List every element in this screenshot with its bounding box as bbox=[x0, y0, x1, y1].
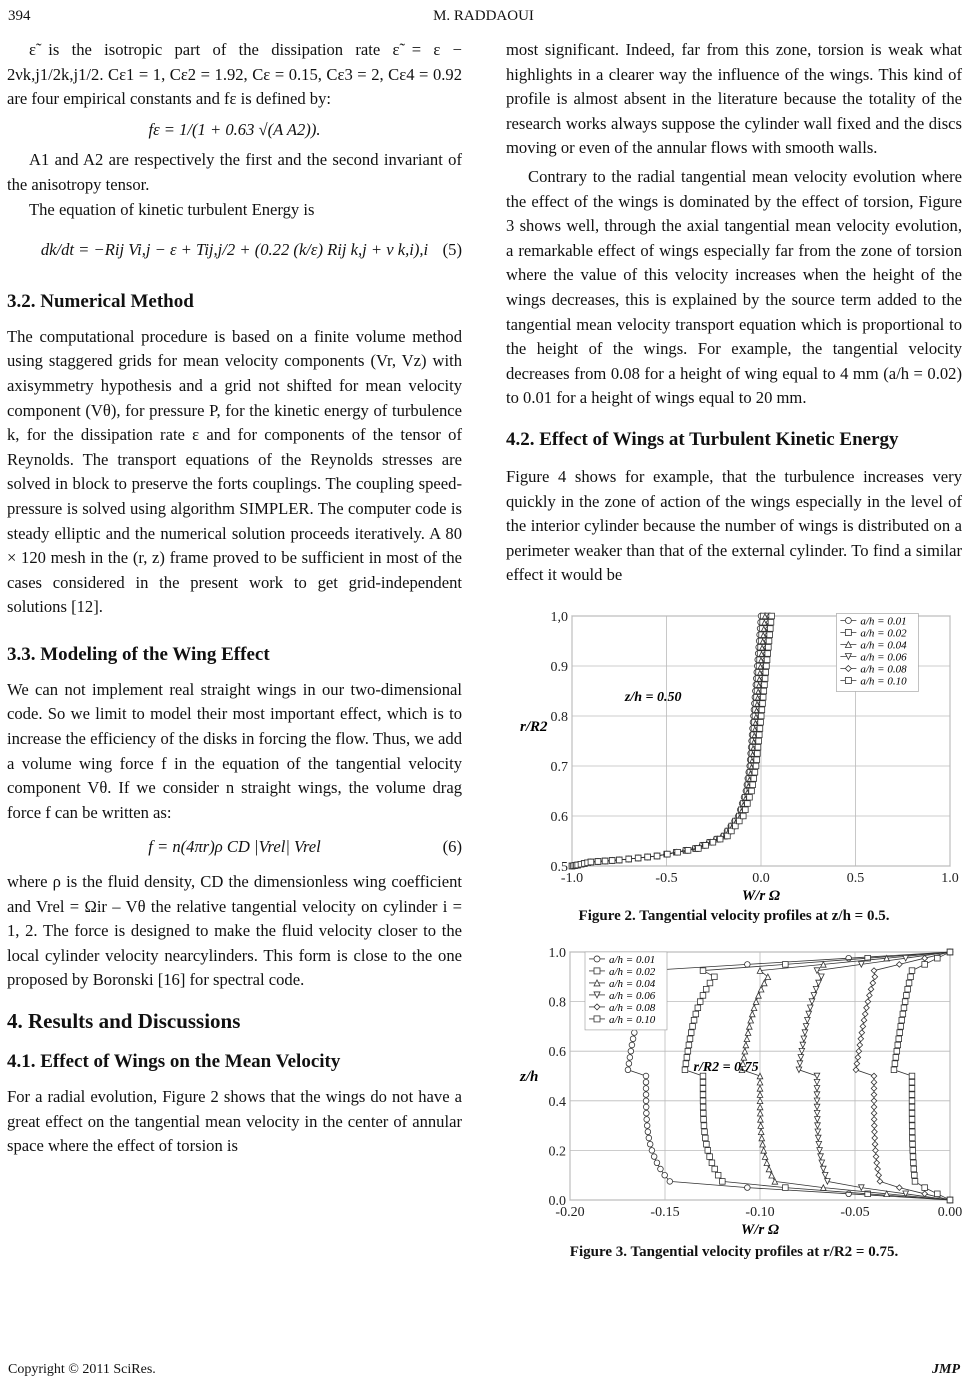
data-point bbox=[712, 1166, 718, 1172]
x-tick-label: -1.0 bbox=[560, 870, 584, 886]
data-point bbox=[909, 1104, 915, 1110]
equation-5-number: (5) bbox=[442, 240, 462, 260]
data-point bbox=[709, 1160, 715, 1166]
data-point bbox=[644, 1123, 650, 1129]
data-point bbox=[693, 1011, 699, 1017]
data-point bbox=[700, 992, 706, 998]
paragraph-axial-evolution: Contrary to the radial tangential mean velocity evolution where the effect of the wings is dominated by the effect of torsion, Figure 3 shows well, through the axial tangential mean velocity evolution, a remarkable effect of wings especially far from the zone of torsion where the value of this velocity increases when the height of the wings decreases, this is explained by the source term added to the tangential mean velocity transport equation which is proportional to the height of the wings. For example, the tangential velocity decreases from 0.08 for a height of wing equal to 4 mm (a/h = 0.02) to 0.01 for a height of wings equal to 20 mm. bbox=[506, 166, 962, 408]
data-point bbox=[629, 1042, 635, 1048]
data-point bbox=[645, 1129, 651, 1135]
section-4-heading: 4. Results and Discussions bbox=[7, 1009, 241, 1033]
data-point bbox=[701, 1116, 707, 1122]
data-point bbox=[755, 744, 761, 750]
section-4-2-heading: 4.2. Effect of Wings at Turbulent Kinetic Energy bbox=[506, 428, 899, 450]
x-tick-label: 0.00 bbox=[937, 1204, 963, 1220]
equation-5 bbox=[7, 238, 462, 263]
figure-2 bbox=[514, 606, 959, 906]
data-point bbox=[922, 961, 928, 967]
section-4-1-heading: 4.1. Effect of Wings on the Mean Velocity bbox=[7, 1051, 341, 1072]
page-number: 394 bbox=[8, 8, 31, 24]
legend-entry: a/h = 0.04 bbox=[860, 639, 907, 652]
data-point bbox=[909, 1110, 915, 1116]
right-column bbox=[506, 38, 962, 1262]
data-point bbox=[935, 955, 941, 961]
data-point bbox=[756, 732, 762, 738]
data-point bbox=[896, 1036, 902, 1042]
y-tick-label: 0.8 bbox=[548, 995, 566, 1011]
data-point bbox=[740, 813, 746, 819]
x-tick-label: -0.5 bbox=[655, 870, 678, 886]
data-point bbox=[745, 961, 751, 967]
data-point bbox=[700, 1092, 706, 1098]
data-point bbox=[616, 857, 622, 863]
x-tick-label: -0.15 bbox=[650, 1204, 680, 1220]
x-tick-label: -0.20 bbox=[555, 1204, 585, 1220]
data-point bbox=[665, 851, 671, 857]
data-point bbox=[909, 1073, 915, 1079]
data-point bbox=[654, 853, 660, 859]
data-point bbox=[720, 1178, 726, 1184]
data-point bbox=[626, 856, 632, 862]
figure-3-caption: Figure 3. Tangential velocity profiles at r/R2 = 0.75. bbox=[569, 1243, 899, 1260]
copyright-notice: Copyright © 2011 SciRes. bbox=[8, 1362, 156, 1377]
data-point bbox=[685, 847, 691, 853]
data-point bbox=[588, 859, 594, 865]
paragraph-kinetic-energy: Figure 4 shows for example, that the turbulence increases very quickly in the zone of action of the wings especially in the level of the interior cylinder because the number of wings is distributed on a perimeter weaker than that of the external cylinder. To find a similar effect it would be bbox=[506, 466, 962, 585]
y-tick-label: 1,0 bbox=[550, 609, 568, 625]
data-point bbox=[700, 1079, 706, 1085]
paragraph-continued: most significant. Indeed, far from this zone, torsion is weak what highlights in a clearer way the influence of the wings. This kind of profile is almost absent in the literature because the totality of the research works always suppose the cylinder wall fixed and the discs moving or even of the annular flows with smooth walls. bbox=[506, 40, 962, 158]
equation-6 bbox=[7, 835, 462, 860]
data-point bbox=[909, 1098, 915, 1104]
x-axis-label: W/r Ω bbox=[740, 1221, 780, 1238]
data-point bbox=[627, 1054, 633, 1060]
data-point bbox=[910, 1135, 916, 1141]
data-point bbox=[758, 713, 764, 719]
figure-3 bbox=[514, 944, 963, 1238]
data-point bbox=[766, 638, 772, 644]
data-point bbox=[909, 1092, 915, 1098]
running-title: M. RADDAOUI bbox=[433, 8, 534, 24]
data-point bbox=[906, 980, 912, 986]
legend-entry: a/h = 0.02 bbox=[860, 627, 907, 640]
data-point bbox=[646, 1135, 652, 1141]
data-point bbox=[762, 676, 768, 682]
data-point bbox=[745, 801, 751, 807]
y-tick-label: 0.6 bbox=[548, 1045, 566, 1061]
data-point bbox=[685, 1048, 691, 1054]
y-tick-label: 0.9 bbox=[550, 659, 568, 675]
data-point bbox=[768, 626, 774, 632]
paragraph-wing-effect: We can not implement real straight wings in our two-dimensional code. So we limit to model their most important effect, which is to increase the efficiency of the disks in forcing the flow. Thus, we add a volume wing force f in the equation of the tangential velocity component Vθ. If we consider n straight wings, the volume drag force f can be written as: bbox=[7, 679, 462, 822]
y-tick-label: 0.6 bbox=[550, 809, 568, 825]
data-point bbox=[894, 1048, 900, 1054]
data-point bbox=[690, 1023, 696, 1029]
data-point bbox=[658, 1166, 664, 1172]
data-point bbox=[750, 782, 756, 788]
data-point bbox=[697, 999, 703, 1005]
data-point bbox=[893, 1054, 899, 1060]
data-point bbox=[902, 999, 908, 1005]
legend-entry: a/h = 0.08 bbox=[860, 663, 907, 676]
data-point bbox=[643, 1104, 649, 1110]
data-point bbox=[625, 1067, 631, 1073]
data-point bbox=[710, 839, 716, 845]
x-tick-label: -0.05 bbox=[840, 1204, 870, 1220]
x-tick-label: 0.5 bbox=[846, 870, 865, 886]
data-point bbox=[645, 854, 651, 860]
figure-2-chart bbox=[514, 606, 959, 906]
y-tick-label: 0.4 bbox=[548, 1094, 566, 1110]
data-point bbox=[594, 956, 600, 962]
data-point bbox=[911, 1160, 917, 1166]
chart-annotation: r/R2 = 0.75 bbox=[693, 1059, 759, 1075]
figure-3-chart bbox=[514, 944, 963, 1238]
data-point bbox=[609, 858, 615, 864]
data-point bbox=[700, 968, 706, 974]
data-point bbox=[845, 617, 851, 623]
data-point bbox=[762, 682, 768, 688]
legend-entry: a/h = 0.10 bbox=[860, 675, 907, 688]
section-3-2-heading: 3.2. Numerical Method bbox=[7, 290, 194, 312]
y-tick-label: 0.8 bbox=[550, 709, 568, 725]
data-point bbox=[701, 1110, 707, 1116]
y-tick-label: 0.2 bbox=[548, 1144, 566, 1160]
data-point bbox=[759, 707, 765, 713]
data-point bbox=[700, 1098, 706, 1104]
data-point bbox=[644, 1116, 650, 1122]
data-point bbox=[743, 807, 749, 813]
data-point bbox=[703, 1135, 709, 1141]
legend-entry: a/h = 0.01 bbox=[860, 615, 907, 628]
data-point bbox=[760, 701, 766, 707]
data-point bbox=[766, 644, 772, 650]
data-point bbox=[715, 1172, 721, 1178]
data-point bbox=[695, 1005, 701, 1011]
x-tick-label: -0.10 bbox=[745, 1204, 775, 1220]
data-point bbox=[753, 763, 759, 769]
data-point bbox=[912, 1172, 918, 1178]
data-point bbox=[763, 669, 769, 675]
data-point bbox=[909, 1085, 915, 1091]
data-point bbox=[643, 1098, 649, 1104]
data-point bbox=[703, 986, 709, 992]
data-point bbox=[643, 1092, 649, 1098]
data-point bbox=[757, 726, 763, 732]
paragraph-mean-velocity: For a radial evolution, Figure 2 shows that the wings do not have a great effect on the tangential mean velocity in the center of annular space where the effect of torsion is bbox=[7, 1087, 462, 1156]
data-point bbox=[630, 1036, 636, 1042]
data-point bbox=[908, 974, 914, 980]
data-point bbox=[705, 1147, 711, 1153]
data-point bbox=[910, 1141, 916, 1147]
data-point bbox=[701, 1123, 707, 1129]
data-point bbox=[691, 1017, 697, 1023]
data-point bbox=[897, 1030, 903, 1036]
y-tick-label: 0.7 bbox=[550, 759, 568, 775]
data-point bbox=[761, 688, 767, 694]
data-point bbox=[910, 1154, 916, 1160]
legend-entry: a/h = 0.08 bbox=[609, 1001, 656, 1014]
data-point bbox=[898, 1023, 904, 1029]
data-point bbox=[594, 1016, 600, 1022]
data-point bbox=[764, 657, 770, 663]
data-point bbox=[684, 1054, 690, 1060]
data-point bbox=[626, 1061, 632, 1067]
paragraph-numerical-method: The computational procedure is based on a finite volume method using staggered grids for mean velocity components (Vr, Vz) with axisymmetry hypothesis and a grid not shifted for mean velocity component (Vθ), for pressure P, for the kinetic energy of turbulence k, for the dissipation rate ε and for components of the tensor of Reynolds. The transport equations of the Reynolds stresses are solved in block to preserve the forts couplings. The coupling speed-pressure is solved using algorithm SIMPLER. The computer code is steady elliptic and the numerical solution proceeds iteratively. A 80 × 120 mesh in the (r, z) frame proved to be sufficient in most of the cases considered in the present work to get grid-independent solutions [12]. bbox=[7, 326, 462, 617]
data-point bbox=[700, 1085, 706, 1091]
data-point bbox=[682, 1067, 688, 1073]
legend-entry: a/h = 0.10 bbox=[609, 1013, 656, 1026]
paragraph-energy-intro: The equation of kinetic turbulent Energy is bbox=[29, 199, 315, 219]
data-point bbox=[901, 1005, 907, 1011]
data-point bbox=[643, 1073, 649, 1079]
legend-entry: a/h = 0.06 bbox=[609, 989, 656, 1002]
y-tick-label: 1.0 bbox=[548, 945, 566, 961]
figure-2-caption: Figure 2. Tangential velocity profiles at z/h = 0.5. bbox=[578, 907, 890, 924]
data-point bbox=[760, 694, 766, 700]
data-point bbox=[686, 1042, 692, 1048]
data-point bbox=[683, 1061, 689, 1067]
data-point bbox=[647, 1141, 653, 1147]
data-point bbox=[768, 619, 774, 625]
data-point bbox=[845, 629, 851, 635]
data-point bbox=[667, 1178, 673, 1184]
data-point bbox=[704, 1141, 710, 1147]
y-axis-label: r/R2 bbox=[520, 718, 548, 735]
data-point bbox=[754, 757, 760, 763]
data-point bbox=[899, 1017, 905, 1023]
journal-abbreviation: JMP bbox=[932, 1362, 960, 1377]
data-point bbox=[909, 1079, 915, 1085]
legend-entry: a/h = 0.02 bbox=[609, 965, 656, 978]
data-point bbox=[900, 1011, 906, 1017]
equation-f-epsilon: fε = 1/(1 + 0.63 √(A A2)). bbox=[148, 119, 321, 139]
section-3-3-heading: 3.3. Modeling of the Wing Effect bbox=[7, 643, 270, 665]
data-point bbox=[765, 651, 771, 657]
data-point bbox=[643, 1085, 649, 1091]
data-point bbox=[756, 738, 762, 744]
legend-entry: a/h = 0.01 bbox=[609, 953, 656, 966]
data-point bbox=[696, 846, 702, 852]
data-point bbox=[845, 677, 851, 683]
data-point bbox=[909, 1116, 915, 1122]
y-tick-label: 0.0 bbox=[548, 1193, 566, 1209]
data-point bbox=[758, 719, 764, 725]
data-point bbox=[755, 751, 761, 757]
data-point bbox=[717, 836, 723, 842]
data-point bbox=[935, 1191, 941, 1197]
equation-6-body: f = n(4πr)ρ CD |Vrel| Vrel bbox=[148, 837, 321, 857]
data-point bbox=[649, 1147, 655, 1153]
page-footer bbox=[8, 1362, 960, 1378]
legend-entry: a/h = 0.06 bbox=[860, 651, 907, 664]
data-point bbox=[712, 974, 718, 980]
data-point bbox=[688, 1030, 694, 1036]
x-tick-label: 1.0 bbox=[941, 870, 959, 886]
data-point bbox=[751, 776, 757, 782]
data-point bbox=[602, 858, 608, 864]
data-point bbox=[749, 788, 755, 794]
data-point bbox=[700, 1104, 706, 1110]
equation-6-number: (6) bbox=[442, 837, 462, 857]
paragraph-invariants: A1 and A2 are respectively the first and the second invariant of the anisotropy tensor. bbox=[7, 150, 462, 194]
data-point bbox=[911, 1166, 917, 1172]
data-point bbox=[764, 663, 770, 669]
data-point bbox=[628, 1048, 634, 1054]
data-point bbox=[783, 961, 789, 967]
data-point bbox=[595, 859, 601, 865]
data-point bbox=[632, 1030, 638, 1036]
data-point bbox=[767, 632, 773, 638]
data-point bbox=[769, 613, 775, 619]
data-point bbox=[904, 992, 910, 998]
data-point bbox=[892, 1061, 898, 1067]
data-point bbox=[707, 1154, 713, 1160]
data-point bbox=[895, 1042, 901, 1048]
data-point bbox=[654, 1160, 660, 1166]
data-point bbox=[947, 949, 953, 955]
data-point bbox=[909, 1129, 915, 1135]
data-point bbox=[687, 1036, 693, 1042]
x-axis-label: W/r Ω bbox=[741, 887, 781, 904]
data-point bbox=[910, 1147, 916, 1153]
paragraph-intro: ε̃ is the isotropic part of the dissipation rate ε̃ = ε − 2νk,j1/2k,j1/2. Cε1 = 1, Cε2 = 1.92, Cε = 0.15, Cε3 = 2, Cε4 = 0.92 are four empirical constants and fε is defined by: bbox=[7, 40, 462, 109]
y-axis-label: z/h bbox=[520, 1068, 539, 1085]
data-point bbox=[922, 1185, 928, 1191]
chart-annotation: z/h = 0.50 bbox=[624, 689, 682, 705]
data-point bbox=[703, 842, 709, 848]
data-point bbox=[752, 769, 758, 775]
data-point bbox=[909, 1123, 915, 1129]
paragraph-wing-definitions: where ρ is the fluid density, CD the dimensionless wing coefficient and Vrel = Ωir – Vθ the relative tangential velocity on cylinder i = 1, 2. The force is designed to make the fluid velocity closer to the local cylinder velocity nearcylinders. This form is close to the one proposed by Boronski [16] for spectral code. bbox=[7, 872, 462, 990]
data-point bbox=[643, 1079, 649, 1085]
data-point bbox=[947, 1197, 953, 1203]
data-point bbox=[912, 1178, 918, 1184]
data-point bbox=[594, 968, 600, 974]
legend-entry: a/h = 0.04 bbox=[609, 977, 656, 990]
left-column bbox=[7, 38, 462, 1159]
data-point bbox=[662, 1172, 668, 1178]
data-point bbox=[783, 1185, 789, 1191]
data-point bbox=[707, 980, 713, 986]
data-point bbox=[891, 1067, 897, 1073]
x-tick-label: 0.0 bbox=[752, 870, 770, 886]
y-tick-label: 0.5 bbox=[550, 859, 568, 875]
data-point bbox=[702, 1129, 708, 1135]
data-point bbox=[905, 986, 911, 992]
data-point bbox=[644, 1110, 650, 1116]
equation-5-body: dk/dt = −Rij Vi,j − ε + Tij,j/2 + (0.22 (k/ε) Rij k,j + ν k,i),i bbox=[40, 240, 429, 260]
data-point bbox=[747, 794, 753, 800]
data-point bbox=[745, 1185, 751, 1191]
data-point bbox=[675, 849, 681, 855]
data-point bbox=[635, 855, 641, 861]
data-point bbox=[651, 1154, 657, 1160]
data-point bbox=[909, 968, 915, 974]
